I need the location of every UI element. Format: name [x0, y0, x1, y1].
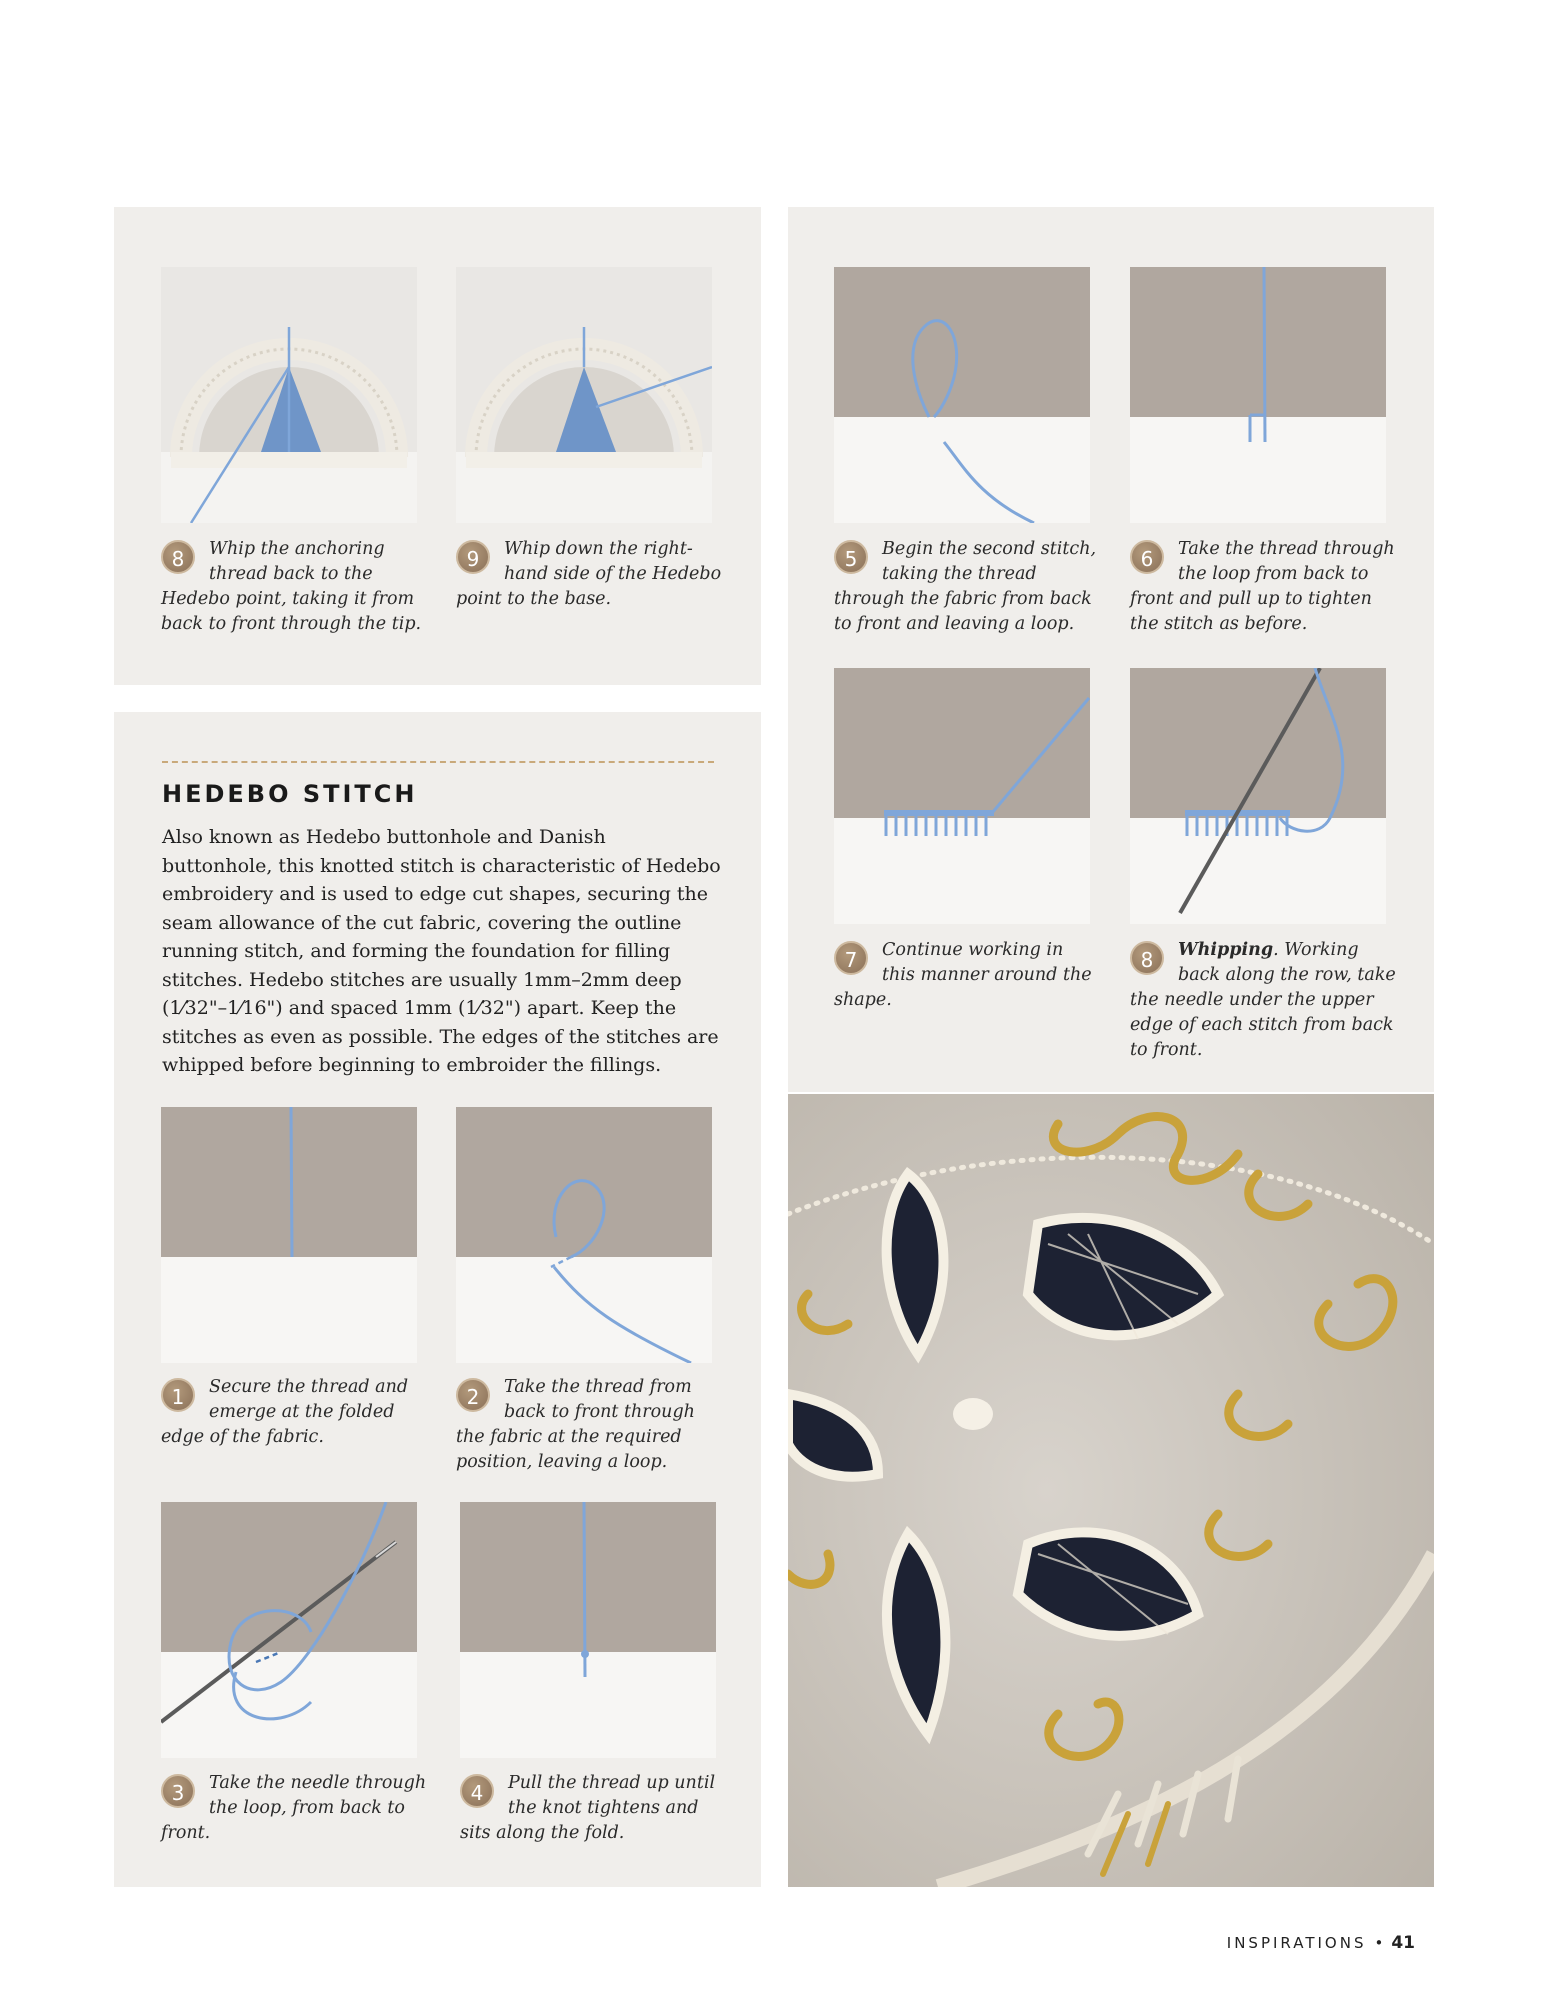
section-divider — [162, 761, 714, 763]
step-photo-tighten-stitch — [1130, 267, 1386, 523]
step-caption — [456, 537, 726, 612]
step-number-badge: 8 — [161, 540, 195, 574]
step-number-badge: 2 — [456, 1378, 490, 1412]
section-title: HEDEBO STITCH — [162, 780, 418, 808]
step-photo-needle-through-loop — [161, 1502, 417, 1758]
section-body-text: Also known as Hedebo buttonhole and Danish buttonhole, this knotted stitch is characteristic of Hedebo embroidery and is used to edge cut shapes, securing the seam allowance of the cut fabric, covering the outline running stitch, and forming the foundation for filling stitches. Hedebo stitches are usually 1mm–2mm deep (1⁄32"–1⁄16") and spaced 1mm (1⁄32") apart. Keep the stitches as even as possible. The edges of the stitches are whipped before beginning to embroider the fillings. — [162, 826, 721, 1076]
step-number-badge: 5 — [834, 540, 868, 574]
step-number-badge: 8 — [1130, 941, 1164, 975]
step-caption — [1130, 537, 1400, 637]
step-number-badge: 6 — [1130, 540, 1164, 574]
step-text: Continue working in this manner around the shape. — [834, 940, 1092, 1010]
step-photo-secure-thread — [161, 1107, 417, 1363]
footer-separator: • — [1374, 1934, 1384, 1952]
hedebo-embroidery-photo — [788, 1094, 1434, 1887]
step-caption — [460, 1771, 730, 1846]
step-caption — [161, 1771, 431, 1846]
step-text: Secure the thread and emerge at the folded edge of the fabric. — [161, 1377, 409, 1447]
step-text: Take the needle through the loop, from back to front. — [161, 1773, 427, 1843]
step-photo-leave-loop — [456, 1107, 712, 1363]
step-text: Pull the thread up until the knot tightens and sits along the fold. — [460, 1773, 716, 1843]
step-caption — [834, 938, 1099, 1013]
step-text: Begin the second stitch, taking the thread through the fabric from back to front and leaving a loop. — [834, 539, 1097, 634]
page-footer — [1227, 1933, 1415, 1953]
step-caption — [1130, 938, 1400, 1063]
step-photo-pull-knot — [460, 1502, 716, 1758]
step-caption — [834, 537, 1099, 637]
step-photo-second-stitch — [834, 267, 1090, 523]
step-caption — [161, 1375, 431, 1450]
step-text: Whip down the right-hand side of the Hedebo point to the base. — [456, 539, 722, 609]
step-photo-whip-down — [456, 267, 712, 523]
step-number-badge: 9 — [456, 540, 490, 574]
step-text: . Working back along the row, take the needle under the upper edge of each stitch from back to front. — [1130, 940, 1396, 1060]
step-number-badge: 4 — [460, 1774, 494, 1808]
step-text: Take the thread from back to front through the fabric at the required position, leaving a loop. — [456, 1377, 695, 1472]
step-photo-whip-anchor — [161, 267, 417, 523]
step-text: Whip the anchoring thread back to the Hedebo point, taking it from back to front through the tip. — [161, 539, 422, 634]
step-caption — [161, 537, 431, 637]
step-number-badge: 3 — [161, 1774, 195, 1808]
step-number-badge: 1 — [161, 1378, 195, 1412]
step-text-bold: Whipping — [1178, 940, 1274, 960]
step-text: Take the thread through the loop from back to front and pull up to tighten the stitch as before. — [1130, 539, 1395, 634]
step-photo-continue-working — [834, 668, 1090, 924]
footer-section-name: INSPIRATIONS — [1226, 1934, 1367, 1952]
step-number-badge: 7 — [834, 941, 868, 975]
page-number: 41 — [1391, 1933, 1415, 1953]
step-caption — [456, 1375, 726, 1475]
step-photo-whipping — [1130, 668, 1386, 924]
